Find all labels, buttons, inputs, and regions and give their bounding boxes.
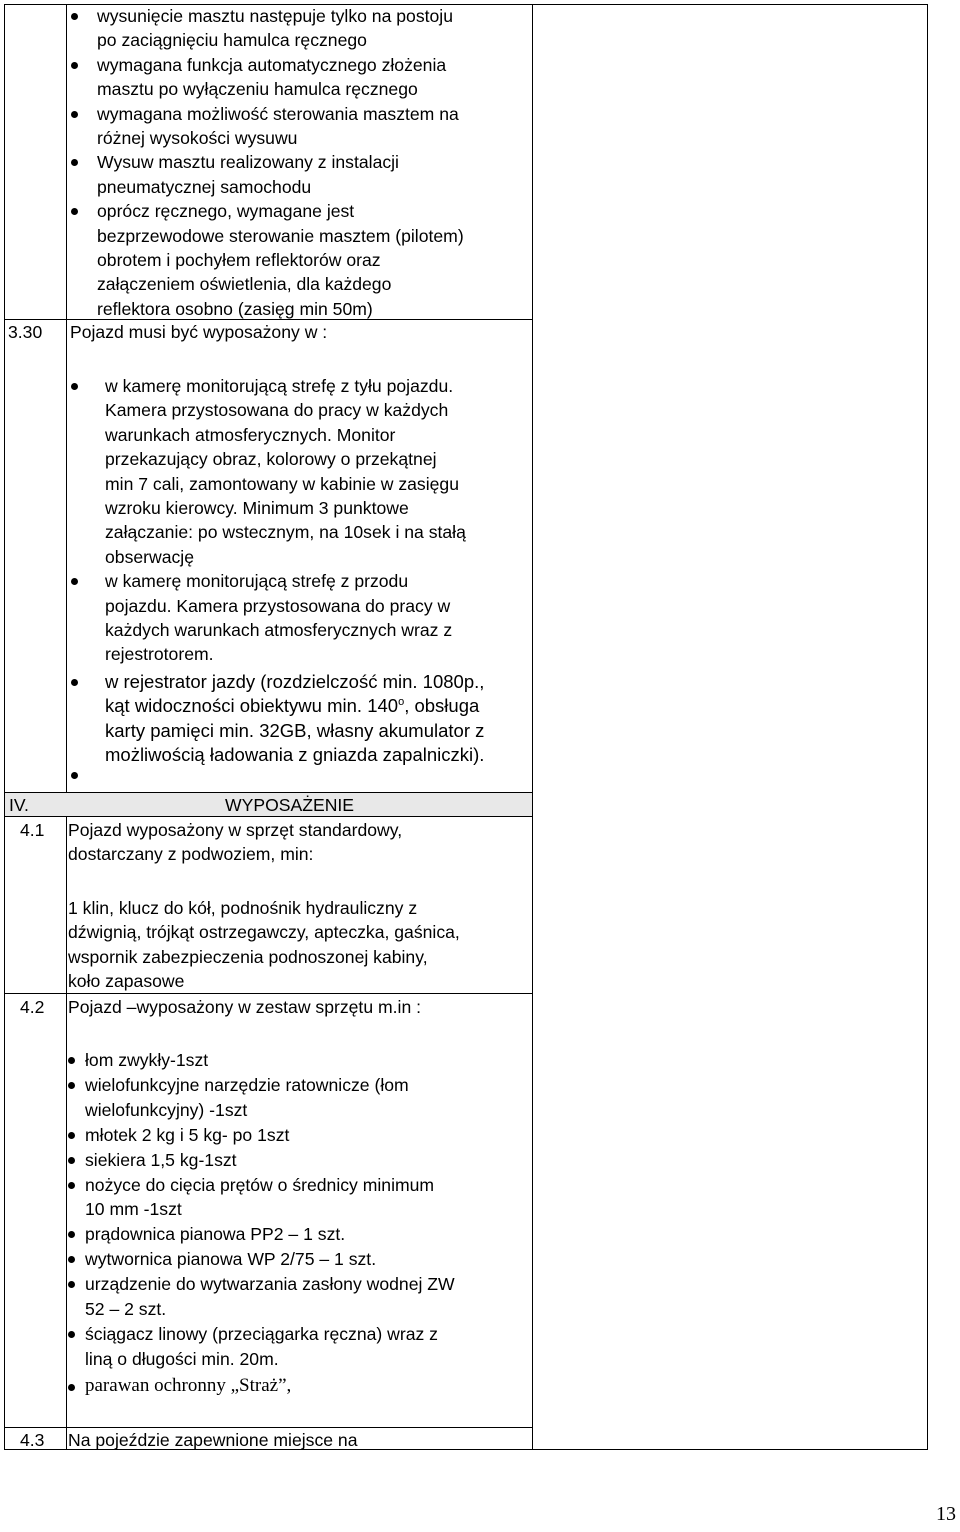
list-item: łom zwykły-1szt	[85, 1048, 455, 1073]
bullet-icon	[71, 772, 78, 779]
section-title: WYPOSAŻENIE	[225, 795, 355, 815]
bullet-icon	[71, 383, 78, 390]
list-item: nożyce do cięcia prętów o średnicy minimum 10 mm -1szt	[85, 1173, 455, 1223]
row-number: 4.3	[20, 1430, 45, 1450]
bullet-icon	[68, 1157, 75, 1164]
bullet-icon	[68, 1331, 75, 1338]
bullet-icon	[68, 1057, 75, 1064]
list-item: parawan ochronny „Straż”,	[85, 1374, 455, 1399]
column-divider-number	[66, 4, 67, 1450]
bullet-icon	[68, 1082, 75, 1089]
list-item: ściągacz linowy (przeciągarka ręczna) wraz z liną o długości min. 20m.	[85, 1322, 455, 1372]
row-title: Pojazd wyposażony w sprzęt standardowy, dostarczany z podwoziem, min:	[68, 820, 403, 865]
list-item: wymagana funkcja automatycznego złożenia masztu po wyłączeniu hamulca ręcznego	[97, 53, 464, 102]
list-item: siekiera 1,5 kg-1szt	[85, 1148, 455, 1173]
list-item: wielofunkcyjne narzędzie ratownicze (łom wielofunkcyjny) -1szt	[85, 1073, 455, 1123]
list-item: prądownica pianowa PP2 – 1 szt.	[85, 1222, 455, 1247]
row-title: Pojazd musi być wyposażony w :	[70, 322, 328, 342]
bullet-icon	[71, 111, 78, 118]
list-item: młotek 2 kg i 5 kg- po 1szt	[85, 1123, 455, 1148]
list-item: w kamerę monitorującą strefę z tyłu pojazdu. Kamera przystosowana do pracy w każdych warunkach atmosferycznych. Monitor przekazujący obraz, kolorowy o przekątnej min 7 cali, zamontowany w kabinie w zasięgu wzroku kierowcy. Minimum 3 punktowe załączanie: po wstecznym, na 10sek i na stałą obserwację	[105, 374, 466, 569]
list-item: wysunięcie masztu następuje tylko na postoju po zaciągnięciu hamulca ręcznego	[97, 4, 464, 53]
bullet-icon	[68, 1132, 75, 1139]
camera-bullet-list	[105, 374, 466, 667]
standard-equipment-text: 1 klin, klucz do kół, podnośnik hydrauliczny z dźwignią, trójkąt ostrzegawczy, apteczka, gaśnica, wspornik zabezpieczenia podnoszonej kabiny, koło zapasowe	[68, 898, 460, 992]
recorder-item	[105, 670, 484, 768]
section3-bullet-list	[97, 4, 464, 321]
bullet-icon	[71, 13, 78, 20]
list-item: Wysuw masztu realizowany z instalacji pneumatycznej samochodu	[97, 150, 464, 199]
list-item: wymagana możliwość sterowania masztem na różnej wysokości wysuwu	[97, 102, 464, 151]
bullet-icon	[68, 1182, 75, 1189]
list-item: urządzenie do wytwarzania zasłony wodnej ZW 52 – 2 szt.	[85, 1272, 455, 1322]
section-number: IV.	[9, 795, 29, 815]
column-divider-description	[532, 4, 533, 1450]
list-item: w kamerę monitorującą strefę z przodu pojazdu. Kamera przystosowana do pracy w każdych warunkach atmosferycznych wraz z rejestrotorem.	[105, 569, 466, 667]
list-item: w rejestrator jazdy (rozdzielczość min. 1080p., kąt widoczności obiektywu min. 140$^o$, obsługa karty pamięci min. 32GB, własny akumulator z możliwością ładowania z gniazda zapalniczki).	[105, 670, 484, 768]
list-item: wytwornica pianowa WP 2/75 – 1 szt.	[85, 1247, 455, 1272]
page-number: 13	[936, 1502, 956, 1525]
bullet-icon	[68, 1384, 75, 1391]
bullet-icon	[71, 679, 78, 686]
bullet-icon	[71, 62, 78, 69]
equipment-bullet-list	[85, 1048, 455, 1399]
row-number: 4.1	[20, 820, 45, 840]
row-number: 4.2	[20, 997, 45, 1017]
row-number: 3.30	[8, 322, 43, 342]
list-item: oprócz ręcznego, wymagane jest bezprzewodowe sterowanie masztem (pilotem) obrotem i pochyłem reflektorów oraz załączeniem oświetlenia, dla każdego reflektora osobno (zasięg min 50m)	[97, 199, 464, 321]
row-title: Na pojeździe zapewnione miejsce na	[68, 1430, 358, 1450]
row-title: Pojazd –wyposażony w zestaw sprzętu m.in :	[68, 997, 422, 1017]
